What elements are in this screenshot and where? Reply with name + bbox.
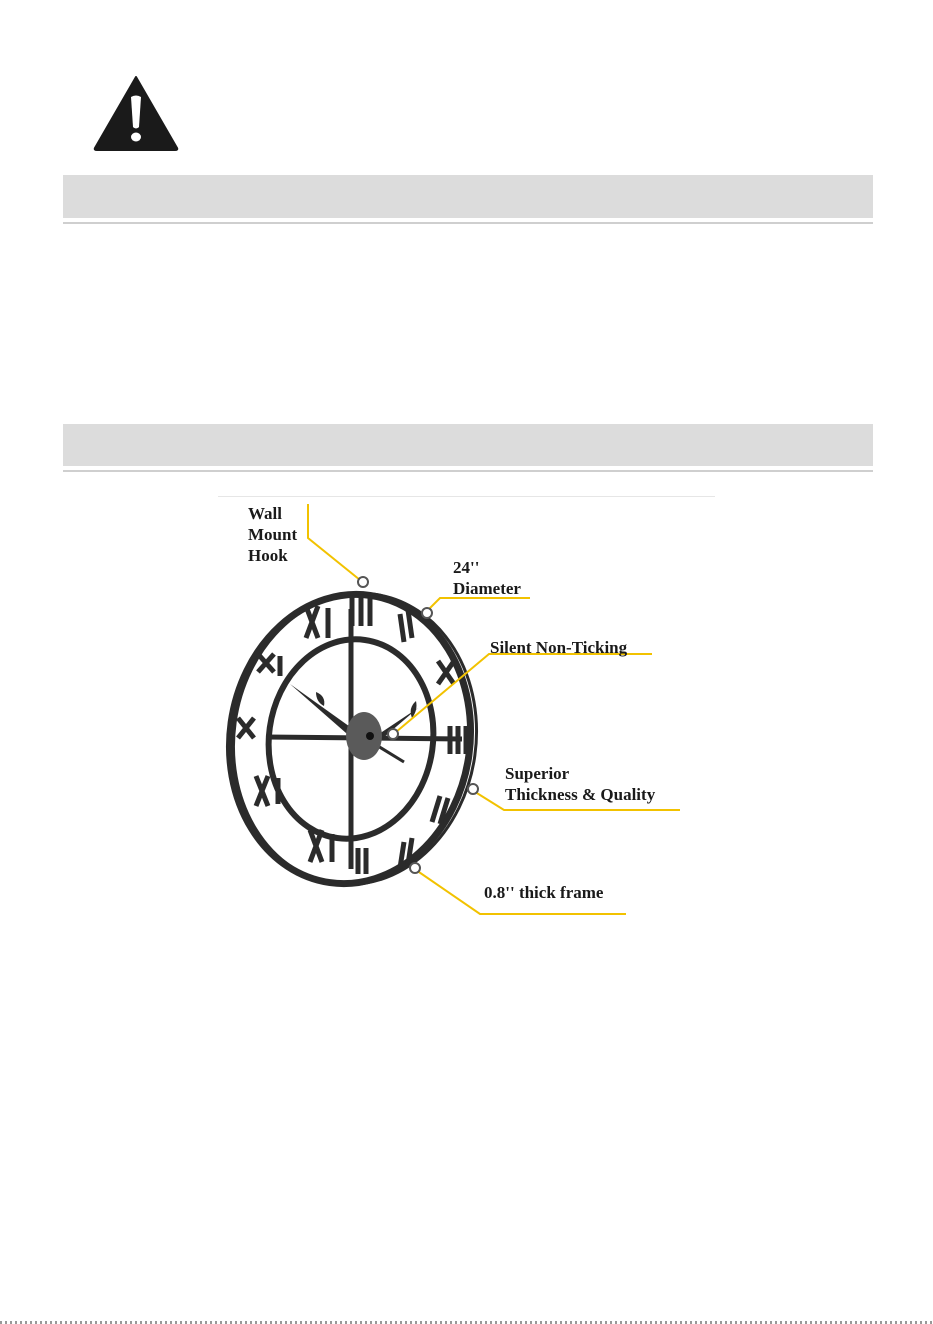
- callout-wall-mount-hook: [248, 503, 297, 566]
- callout-diameter: [453, 557, 521, 599]
- warning-triangle-icon: [93, 75, 179, 151]
- callout-line-1: 0.8'' thick frame: [484, 883, 604, 902]
- callout-line-1: Superior: [505, 764, 570, 783]
- callout-line-2: Mount: [248, 525, 298, 544]
- callout-thickness-quality: [505, 763, 655, 805]
- section-divider: [63, 470, 873, 472]
- callout-line-1: Wall: [248, 504, 283, 523]
- section-header-bar: [63, 424, 873, 466]
- callout-line-3: Hook: [248, 546, 288, 565]
- callout-line-2: Thickness & Quality: [505, 785, 656, 804]
- callout-line-2: Diameter: [453, 579, 521, 598]
- section-divider: [63, 222, 873, 224]
- callout-line-1: 24'': [453, 558, 480, 577]
- callout-frame-thickness: [484, 882, 603, 903]
- section-header-bar: [63, 175, 873, 218]
- clock-hands: [290, 684, 418, 762]
- callout-line-1: Silent Non-Ticking: [490, 638, 628, 657]
- callout-silent-non-ticking: [490, 637, 627, 658]
